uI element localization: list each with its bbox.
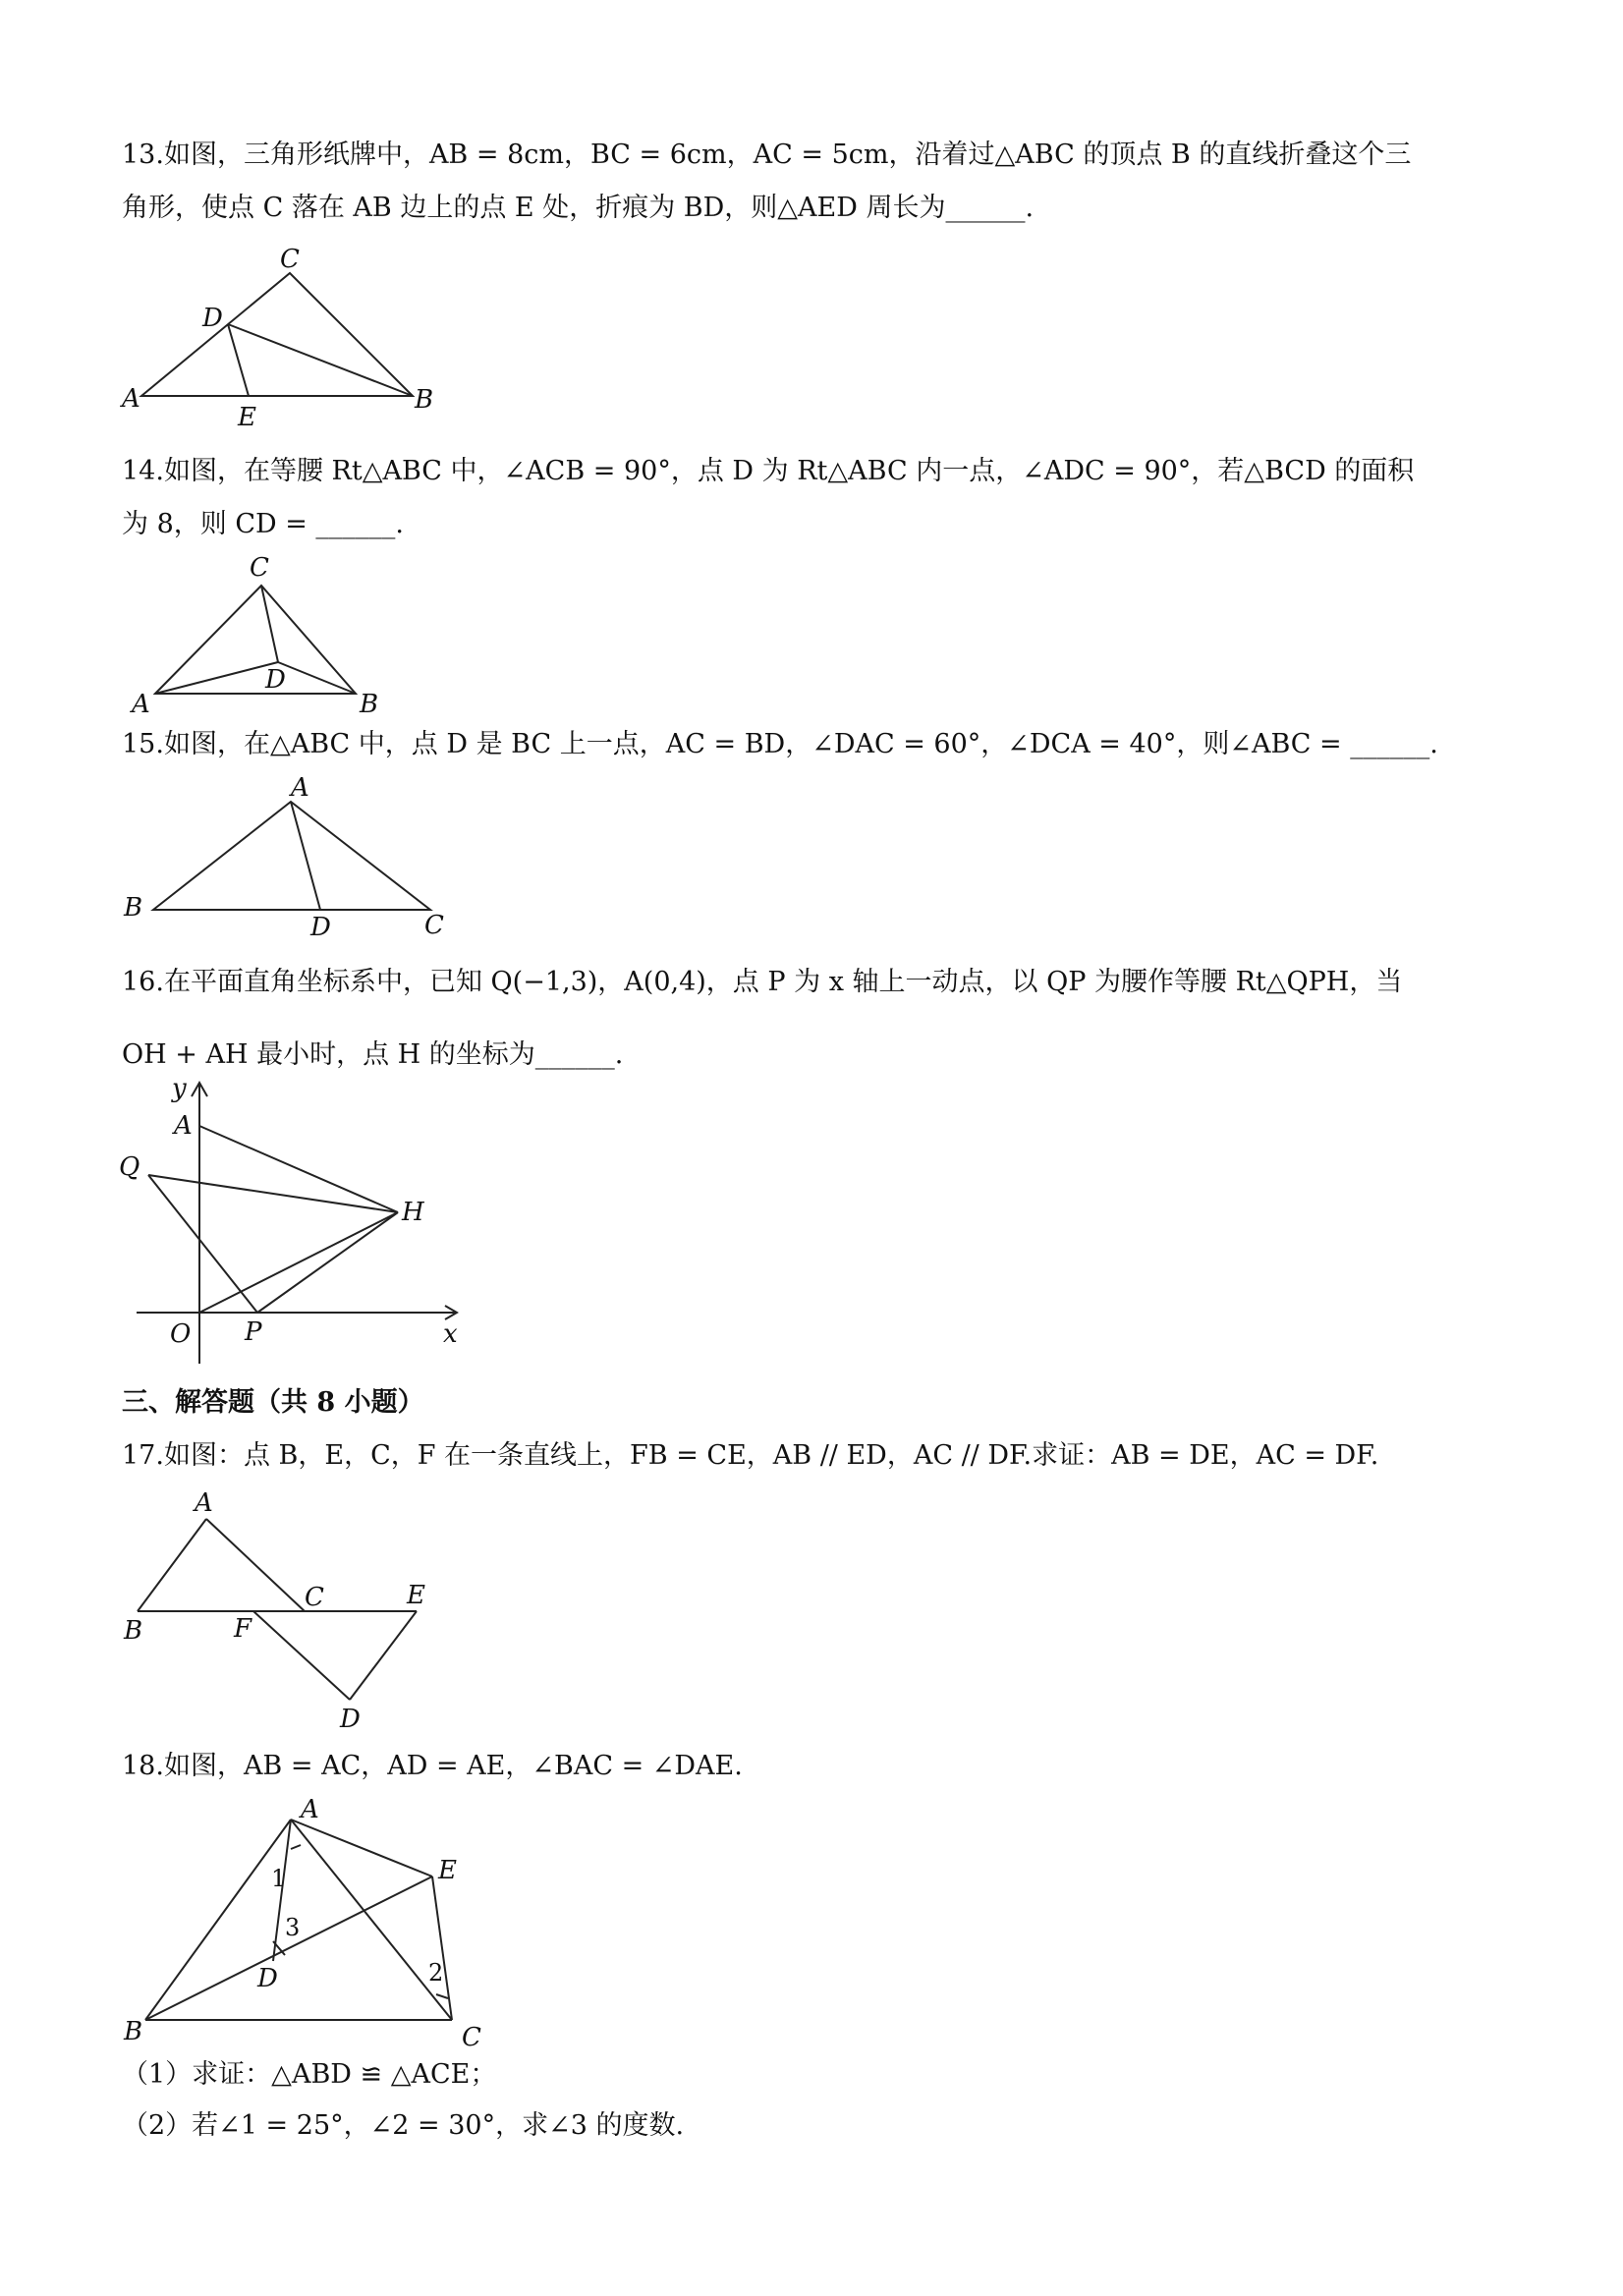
q13-fold-line-bd — [228, 324, 413, 396]
q14-text-line-1: 14.如图，在等腰 Rt△ABC 中，∠ACB = 90°，点 D 为 Rt△ABC 内一点，∠ADC = 90°，若△BCD 的面积 — [122, 456, 1415, 486]
q14-label-d: D — [265, 665, 286, 695]
q13-triangle-abc — [141, 273, 413, 396]
q18-figure — [118, 1788, 511, 2053]
q16-label-x: x — [443, 1319, 458, 1349]
q17-figure — [118, 1484, 452, 1734]
q18-angle2-mark — [436, 1994, 448, 1998]
q17-label-c: C — [305, 1583, 324, 1612]
q17-label-d: D — [340, 1705, 361, 1734]
q18-angle1-mark — [291, 1845, 301, 1849]
q16-text-line-1: 16.在平面直角坐标系中，已知 Q(−1,3)，A(0,4)，点 P 为 x 轴上一动点，以 QP 为腰作等腰 Rt△QPH，当 — [122, 967, 1403, 997]
q16-figure — [113, 1074, 486, 1372]
q17-segment-ac — [206, 1519, 305, 1611]
q18-label-b: B — [124, 2017, 143, 2046]
q15-segment-ad — [291, 802, 320, 910]
q16-segment-qh — [148, 1175, 398, 1212]
q16-segment-ph — [257, 1212, 398, 1313]
q16-text-line-2: OH + AH 最小时，点 H 的坐标为______. — [122, 1039, 624, 1070]
q14-triangle-abc — [155, 586, 356, 694]
q15-label-c: C — [424, 911, 444, 940]
q17-label-a: A — [195, 1488, 213, 1518]
q15-figure — [118, 766, 472, 943]
q17-segment-fd — [253, 1611, 350, 1700]
q18-label-d: D — [257, 1964, 278, 1993]
section-title: 三、解答题（共 8 小题） — [122, 1387, 424, 1418]
q17-label-b: B — [124, 1616, 143, 1646]
q16-label-p: P — [245, 1317, 262, 1347]
q15-text-line-1: 15.如图，在△ABC 中，点 D 是 BC 上一点，AC = BD，∠DAC = 60°，∠DCA = 40°，则∠ABC = ______. — [122, 729, 1438, 759]
q18-segment-be — [145, 1876, 432, 2020]
q13-label-b: B — [415, 385, 434, 415]
q13-label-d: D — [202, 304, 223, 333]
q18-angle-label-2: 2 — [428, 1959, 444, 1987]
q14-figure — [118, 550, 413, 717]
q18-segment-ae — [291, 1820, 432, 1876]
q18-angle-label-3: 3 — [285, 1914, 301, 1941]
q18-angle-label-1: 1 — [271, 1865, 287, 1892]
q14-segment-cd — [261, 586, 278, 662]
q18-text-line-1: 18.如图，AB = AC，AD = AE，∠BAC = ∠DAE. — [122, 1751, 743, 1781]
q18-label-c: C — [462, 2023, 481, 2052]
q18-label-e: E — [438, 1856, 457, 1885]
q14-label-b: B — [360, 690, 379, 719]
q15-label-b: B — [124, 893, 143, 923]
q13-figure — [118, 244, 442, 440]
q16-label-o: O — [170, 1319, 192, 1349]
q13-text-line-1: 13.如图，三角形纸牌中，AB = 8cm，BC = 6cm，AC = 5cm，沿着过△ABC 的顶点 B 的直线折叠这个三 — [122, 140, 1412, 170]
q14-segment-ad — [155, 662, 278, 694]
q17-text-line-1: 17.如图：点 B，E，C，F 在一条直线上，FB = CE，AB // ED，AC // DF.求证：AB = DE，AC = DF. — [122, 1440, 1379, 1471]
q14-label-a: A — [132, 690, 150, 719]
q17-segment-de — [350, 1611, 417, 1700]
q13-text-line-2: 角形，使点 C 落在 AB 边上的点 E 处，折痕为 BD，则△AED 周长为______. — [122, 193, 1035, 223]
q14-label-c: C — [250, 553, 269, 583]
q17-segment-ab — [138, 1519, 206, 1611]
q15-triangle-abc — [153, 802, 430, 910]
q18-part-1: （1）求证：△ABD ≌ △ACE； — [122, 2059, 497, 2090]
q16-segment-oh — [199, 1212, 398, 1313]
q16-label-a: A — [174, 1111, 193, 1141]
q17-label-e: E — [407, 1581, 425, 1610]
q14-segment-bd — [278, 662, 356, 694]
q16-label-y: y — [172, 1074, 187, 1103]
q17-label-f: F — [234, 1614, 252, 1644]
q15-label-a: A — [291, 773, 309, 803]
q18-segment-ac — [291, 1820, 452, 2020]
q15-label-d: D — [310, 913, 331, 942]
q13-label-e: E — [238, 403, 256, 432]
q13-label-a: A — [122, 384, 140, 414]
q16-label-h: H — [402, 1198, 424, 1227]
q14-text-line-2: 为 8，则 CD = ______. — [122, 509, 405, 539]
q13-label-c: C — [280, 245, 300, 274]
q16-label-q: Q — [119, 1152, 140, 1182]
q13-segment-de — [228, 324, 249, 396]
q18-label-a: A — [301, 1795, 319, 1824]
q16-segment-ah — [199, 1126, 398, 1212]
q18-part-2: （2）若∠1 = 25°，∠2 = 30°，求∠3 的度数. — [122, 2110, 685, 2141]
